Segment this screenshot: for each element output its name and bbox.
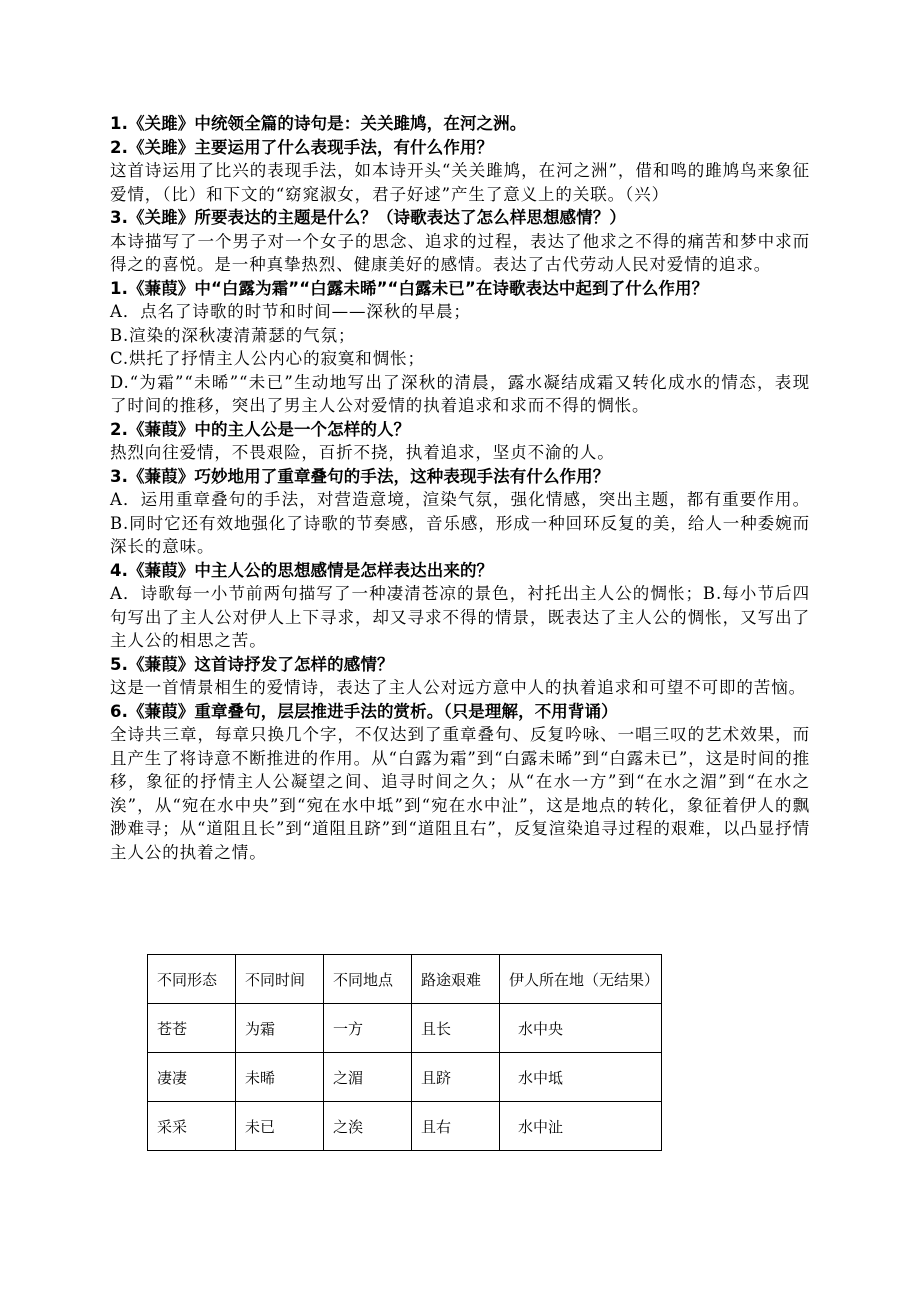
question: 6.《蒹葭》重章叠句，层层推进手法的赏析。（只是理解，不用背诵） [110, 701, 618, 721]
table-cell: 未晞 [236, 1053, 324, 1102]
table-cell: 之湄 [324, 1053, 412, 1102]
table-header-cell: 不同时间 [236, 955, 324, 1004]
question: 3.《关雎》所要表达的主题是什么？（诗歌表达了怎么样思想感情？） [110, 208, 626, 227]
table-header-row [148, 955, 662, 1004]
qa-content [110, 112, 810, 864]
table-cell: 且长 [412, 1004, 500, 1053]
question: 1.《关雎》中统领全篇的诗句是：关关雎鸠，在河之洲。 [110, 114, 527, 133]
table-cell: 苍苍 [148, 1004, 236, 1053]
table-cell: 一方 [324, 1004, 412, 1053]
answer: C.烘托了抒情主人公内心的寂寞和惆怅； [110, 349, 425, 368]
table [147, 954, 662, 1151]
comparison-table [147, 954, 662, 1151]
table-header-cell: 不同形态 [148, 955, 236, 1004]
table-cell: 之涘 [324, 1102, 412, 1151]
answer: 这首诗运用了比兴的表现手法，如本诗开头“关关雎鸠，在河之洲”，借和鸣的雎鸠鸟来象征爱情，（比）和下文的“窈窕淑女，君子好逑”产生了意义上的关联。（兴） [110, 161, 810, 204]
question: 1.《蒹葭》中“白露为霜”“白露未晞”“白露未已”在诗歌表达中起到了什么作用？ [110, 278, 709, 298]
table-cell: 且跻 [412, 1053, 500, 1102]
question: 2.《关雎》主要运用了什么表现手法，有什么作用？ [110, 137, 494, 157]
table-row [148, 1102, 662, 1151]
answer: A．运用重章叠句的手法，对营造意境，渲染气氛，强化情感，突出主题，都有重要作用。B.同时它还有效地强化了诗歌的节奏感，音乐感，形成一种回环反复的美，给人一种委婉而深长的意味。 [110, 490, 810, 556]
answer: 本诗描写了一个男子对一个女子的思念、追求的过程，表达了他求之不得的痛苦和梦中求而得之的喜悦。是一种真挚热烈、健康美好的感情。表达了古代劳动人民对爱情的追求。 [110, 231, 810, 274]
answer: 热烈向往爱情，不畏艰险，百折不挠，执着追求，坚贞不渝的人。 [110, 443, 615, 462]
answer: D.“为霜”“未晞”“未已”生动地写出了深秋的清晨，露水凝结成霜又转化成水的情态，表现了时间的推移，突出了男主人公对爱情的执着追求和求而不得的惆怅。 [110, 372, 810, 415]
table-cell: 水中沚 [500, 1102, 662, 1151]
table-cell: 为霜 [236, 1004, 324, 1053]
question: 4.《蒹葭》中主人公的思想感情是怎样表达出来的？ [110, 560, 494, 580]
table-cell: 水中坻 [500, 1053, 662, 1102]
answer: A．点名了诗歌的时节和时间——深秋的早晨； [110, 302, 471, 321]
answer: A．诗歌每一小节前两句描写了一种凄清苍凉的景色，衬托出主人公的惆怅；B.每小节后四句写出了主人公对伊人上下寻求，却又寻求不得的情景，既表达了主人公的惆怅，又写出了主人公的相思之苦。 [110, 584, 810, 650]
question: 3.《蒹葭》巧妙地用了重章叠句的手法，这种表现手法有什么作用？ [110, 466, 610, 486]
answer: 全诗共三章，每章只换几个字，不仅达到了重章叠句、反复吟咏、一唱三叹的艺术效果，而且产生了将诗意不断推进的作用。从“白露为霜”到“白露未晞”到“白露未已”，这是时间的推移，象征的抒情主人公凝望之间、追寻时间之久；从“在水一方”到“在水之湄”到“在水之涘”，从“宛在水中央”到“宛在水中坻”到“宛在水中沚”，这是地点的转化，象征着伊人的飘渺难寻；从“道阻且长”到“道阻且跻”到“道阻且右”，反复渲染追寻过程的艰难，以凸显抒情主人公的执着之情。 [110, 725, 810, 862]
table-row [148, 1004, 662, 1053]
table-cell: 采采 [148, 1102, 236, 1151]
table-header-cell: 不同地点 [324, 955, 412, 1004]
answer: 这是一首情景相生的爱情诗，表达了主人公对远方意中人的执着追求和可望不可即的苦恼。 [110, 678, 806, 697]
question: 5.《蒹葭》这首诗抒发了怎样的感情？ [110, 654, 394, 674]
table-cell: 凄凄 [148, 1053, 236, 1102]
table-cell: 未已 [236, 1102, 324, 1151]
question: 2.《蒹葭》中的主人公是一个怎样的人？ [110, 419, 411, 439]
table-row [148, 1053, 662, 1102]
table-header-cell: 伊人所在地（无结果） [500, 955, 662, 1004]
table-header-cell: 路途艰难 [412, 955, 500, 1004]
table-cell: 水中央 [500, 1004, 662, 1053]
answer: B.渲染的深秋凄清萧瑟的气氛； [110, 325, 356, 345]
table-cell: 且右 [412, 1102, 500, 1151]
